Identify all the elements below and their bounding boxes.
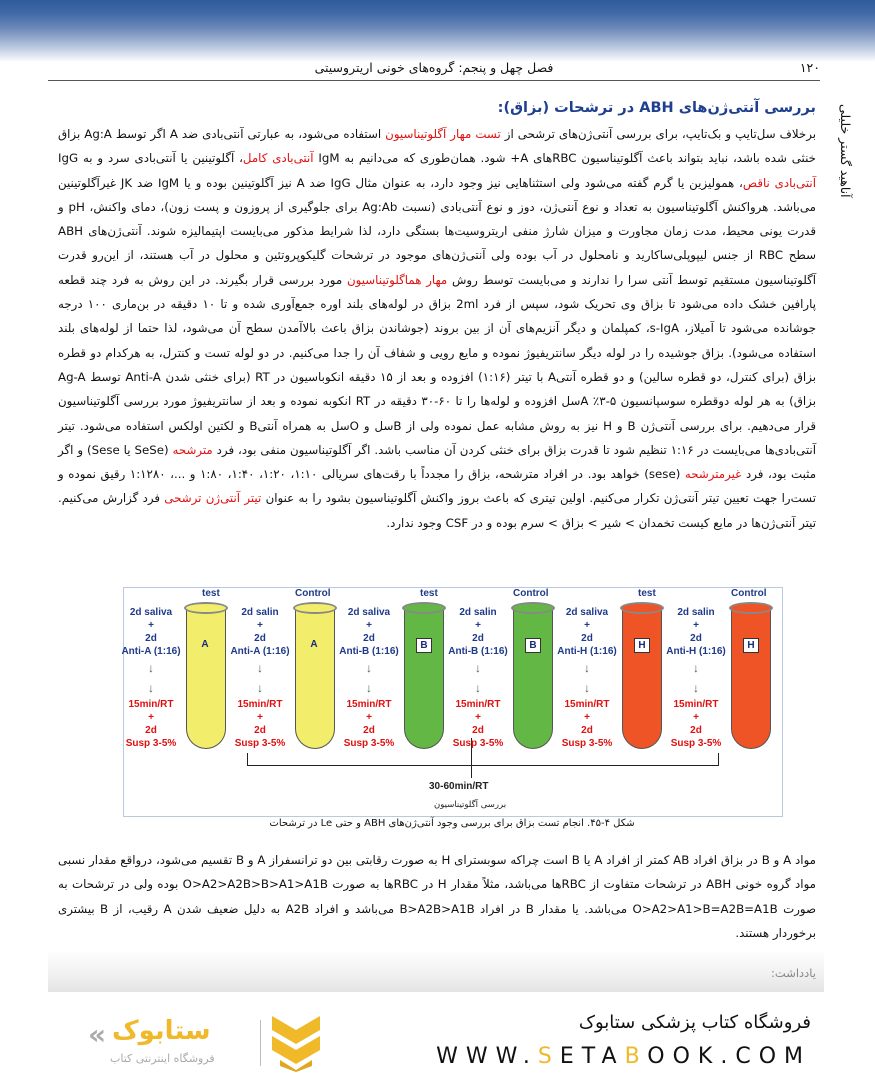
notes-label: یادداشت: [771, 966, 816, 980]
main-section [58, 100, 816, 535]
step-text: 2d [690, 633, 702, 644]
text-run: برخلاف سل‌تایپ و بک‌تایپ، برای بررسی آنتی‌ژن‌های ترشحی از [500, 127, 816, 141]
step-text: 2d [690, 725, 702, 736]
step-text: 2d [254, 725, 266, 736]
step-text: Susp 3-5% [343, 738, 395, 749]
step-text: Susp 3-5% [452, 738, 504, 749]
tube-label: H [634, 638, 650, 653]
tube-label: B [416, 638, 432, 653]
logo-chevron-icon [272, 1016, 320, 1072]
step-text: Susp 3-5% [670, 738, 722, 749]
running-header [48, 60, 820, 81]
url-part-2: S [537, 1044, 560, 1069]
tube-heading: Control [513, 588, 549, 599]
url-part-3: ETA [559, 1044, 625, 1069]
logo-wordmark: ستابوک [112, 1016, 211, 1046]
step-text: Anti-H (1:16) [666, 646, 726, 657]
tube-label: A [201, 639, 209, 650]
step-text: 2d saliva [347, 607, 391, 618]
text-run: ، همولیزین یا گرم گفته می‌شود ولی استثناهایی نیز وجود دارد، به عنوان مثال IgG ضد A نیز آگلوتینین بوده و یا IgM ضد JK غیرآگلوتینین می‌باشد. هرواکنش آگلوتیناسیون به تعداد و نوع آنتی‌ژن، دوز و نوع آنتی‌بادی (نسبت Ag:Ab برای جلوگیری از پروزون و پست زون)، دمای واکنش، pH و قدرت یونی محیط، مدت زمان مجاورت و میزان شارژ منفی اریتروسیت‌ها بستگی دارد، لذا شرایط مذکور می‌بایست اپتیمالیزه شوند. آنتی‌ژن‌های ABH سطح RBC از جنس لیپوپلی‌ساکارید و نامحلول در آب بوده ولی آنتی‌ژن‌های موجود در ترشحات گلیکوپروتئین و محلول در آب هستند، از این‌رو قدرت آگلوتیناسیون مستقیم توسط آنتی سرا را ندارند و می‌بایست توسط روش [58, 175, 816, 287]
step-text: + [366, 620, 372, 631]
procedure-steps [653, 606, 739, 750]
body-paragraph [58, 122, 816, 535]
step-text: 2d [145, 633, 157, 644]
figure-caption: شکل ۴-۴۵. انجام تست بزاق برای بررسی وجود آنتی‌ژن‌های ABH و حتی Le در ترشحات [269, 818, 635, 829]
text-run: (SeSe یا Sese) و اگر مثبت بود، فرد [58, 442, 817, 482]
step-text: 2d [472, 633, 484, 644]
step-text: 15min/RT [346, 699, 392, 710]
step-text: 2d saliva [129, 607, 173, 618]
step-text: + [584, 620, 590, 631]
step-text: Susp 3-5% [234, 738, 286, 749]
step-text: Susp 3-5% [561, 738, 613, 749]
step-text: + [257, 712, 263, 723]
step-text: + [693, 712, 699, 723]
step-text: 15min/RT [564, 699, 610, 710]
tube-heading: test [420, 588, 438, 599]
tube-heading: test [202, 588, 220, 599]
step-text: + [366, 712, 372, 723]
step-text: + [148, 620, 154, 631]
closing-section [58, 848, 816, 945]
logo-arrows-icon: « [88, 1018, 107, 1051]
tube-heading: Control [731, 588, 767, 599]
step-text: 2d [581, 725, 593, 736]
step-text: 2d [145, 725, 157, 736]
highlighted-term: آنتی‌بادی کامل [242, 151, 314, 166]
step-text: + [584, 712, 590, 723]
down-arrow-icon: ↓ ↓ [584, 661, 590, 695]
text-run: ، آگلوتینین یا آنتی‌بادی سرد و به IgG [58, 151, 243, 166]
step-text: 2d saliva [565, 607, 609, 618]
step-text: 2d [363, 725, 375, 736]
procedure-steps [108, 606, 194, 750]
text-run: مورد بررسی قرار بگیرند. در این روش به فرد چند قطعه پارافین خشک داده می‌شود تا بزاق وی تحریک شود، سپس از فرد 2ml بزاق در لوله‌های بلند اوره جمع‌آوری شده و تا ۱۰ دقیقه در بن‌ماری ۱۰۰ درجه جوشانده می‌شود تا آمیلاز، s-IgA، کمپلمان و دیگر آنزیم‌های آن از بین بروند (جوشاندن بزاق باعث بالاآمدن سطح آن می‌شود، لذا حتما از لوله‌های بلند استفاده می‌شود). بزاق جوشیده را در لوله دیگر سانتریفیوژ نموده و مایع رویی و شفاف آن را جدا می‌کنیم. در دو لوله تست و کنترل، به هرکدام دو قطره بزاق (برای کنترل، دو قطره سالین) و دو قطره آنتی‌A با تیتر (۱:۱۶) افزوده و بعد از ۱۵ دقیقه انکوباسیون در RT (برای خنثی شدن Anti-A توسط Ag-A بزاق) به هر لوله دوقطره سوسپانسیون ۵-۳٪ Aسل افزوده و لوله‌ها را تا ۶۰-۳۰ دقیقه در RT انکوبه نموده و بعد از سانتریفیوژ مورد بررسی آگلوتیناسیون قرار می‌دهیم. برای بررسی آنتی‌ژن B و H نیز به روش مشابه عمل نموده ولی از Bسل و Oسل به همراه آنتی‌B و لکتین اولکس استفاده می‌شود. تیتر آنتی‌بادی‌ها می‌بایست در ۱:۱۶ تنظیم شود تا قدرت بزاق برای خنثی کردن آن مناسب باشد. اگر آگلوتیناسیون منفی بود، فرد [58, 272, 817, 457]
procedure-steps [435, 606, 521, 750]
step-text: Anti-A (1:16) [230, 646, 290, 657]
tube-label: A [310, 639, 318, 650]
logo-divider [260, 1020, 261, 1066]
down-arrow-icon: ↓ ↓ [366, 661, 372, 695]
step-text: 2d [254, 633, 266, 644]
highlighted-term: غیرمترشحه [684, 467, 742, 482]
saliva-test-figure [123, 587, 783, 817]
step-text: + [148, 712, 154, 723]
step-text: 2d salin [459, 607, 497, 618]
step-text: + [257, 620, 263, 631]
step-text: 2d salin [241, 607, 279, 618]
procedure-steps [326, 606, 412, 750]
down-arrow-icon: ↓ ↓ [148, 661, 154, 695]
step-text: 15min/RT [128, 699, 174, 710]
highlighted-term: تیتر آنتی‌ژن ترشحی [164, 491, 262, 506]
footer-url[interactable] [436, 1044, 811, 1069]
incubation-label: 30-60min/RT [429, 781, 489, 792]
step-text: Anti-B (1:16) [339, 646, 399, 657]
tube-heading: test [638, 588, 656, 599]
highlighted-term: آنتی‌بادی ناقص [742, 175, 816, 190]
side-author-label: آناهید گستر خلیلی [838, 104, 853, 198]
notes-area [48, 950, 824, 992]
step-text: 2d [472, 725, 484, 736]
result-label: بررسی آگلوتیناسیون [434, 800, 507, 810]
text-run: (sese) خواهد بود. در افراد مترشحه، بزاق را مجدداً با رقت‌های سریالی ۱:۱۰، ۱:۲۰، ۱:۴۰، ۱:۸۰ و ...، ۱:۱۲۸۰ رقیق نموده و تست‌را جهت تعیین تیتر آنتی‌ژن تکرار می‌کنیم. اولین تیتری که باعث بروز واکنش آگلوتیناسیون بشود را به عنوان [58, 467, 816, 506]
text-run: استفاده می‌شود، به عبارتی آنتی‌بادی ضد A اگر توسط Ag:A بزاق خنثی شده باشد، نباید بتواند باعث آگلوتیناسیون RBCهای A+ شود. همان‌طوری که می‌دانیم به IgM [58, 127, 816, 166]
step-text: Susp 3-5% [125, 738, 177, 749]
chapter-title: فصل چهل و پنجم: گروه‌های خونی اریتروسیتی [314, 60, 554, 75]
down-arrow-icon: ↓ ↓ [693, 661, 699, 695]
highlighted-term: مهار هماگلوتیناسیون [346, 272, 448, 287]
step-text: Anti-H (1:16) [557, 646, 617, 657]
procedure-steps [217, 606, 303, 750]
url-part-5: OOK.COM [647, 1044, 811, 1069]
procedure-steps [544, 606, 630, 750]
down-arrow-icon: ↓ ↓ [475, 661, 481, 695]
text-run: فرد گزارش می‌کنیم. تیتر آنتی‌ژن‌ها در مایع کیست تخمدان > شیر > بزاق > سرم بوده و در CSF وجود ندارد. [58, 491, 816, 530]
tube-group [666, 588, 779, 816]
step-text: 2d salin [677, 607, 715, 618]
step-text: + [693, 620, 699, 631]
logo-tagline: فروشگاه اینترنتی کتاب [110, 1052, 215, 1065]
step-text: 15min/RT [455, 699, 501, 710]
step-text: 15min/RT [237, 699, 283, 710]
highlighted-term: تست مهار آگلوتیناسیون [385, 127, 501, 141]
closing-paragraph: مواد A و B در بزاق افراد AB کمتر از افراد A یا B است چراکه سوبسترای H به صورت رقابتی بین دو ترانسفراز A و B تقسیم می‌شود، درواقع مقدار نسبی مواد گروه خونی ABH در ترشحات متفاوت از RBCها می‌باشد، مثلاً مقدار H در RBCها به صورت O>A2>A2B>B>A1>A1B بوده ولی در ترشحات به صورت O>A2>A1>B=A2B=A1B می‌باشد. یا مقدار B در افراد B>A2B>A1B می‌باشد و افراد A2B به دلیل ضعیف شدن A رقیب، از B بیشتری برخوردار هستند. [58, 853, 817, 940]
tube-label: B [525, 638, 541, 653]
header-banner [0, 0, 875, 62]
page-number: ۱۲۰ [799, 60, 820, 75]
step-text: 2d [581, 633, 593, 644]
step-text: Anti-B (1:16) [448, 646, 508, 657]
footer-shop-name: فروشگاه کتاب پزشکی ستابوک [578, 1012, 811, 1033]
url-part-4: B [624, 1044, 648, 1069]
step-text: 2d [363, 633, 375, 644]
url-part-1: WWW. [436, 1044, 538, 1069]
step-text: Anti-A (1:16) [121, 646, 181, 657]
section-heading: بررسی آنتی‌ژن‌های ABH در ترشحات (بزاق): [497, 100, 816, 116]
highlighted-term: مترشحه [172, 442, 213, 457]
step-text: 15min/RT [673, 699, 719, 710]
step-text: + [475, 712, 481, 723]
tube-heading: Control [295, 588, 331, 599]
tube-label: H [743, 638, 759, 653]
step-text: + [475, 620, 481, 631]
down-arrow-icon: ↓ ↓ [257, 661, 263, 695]
